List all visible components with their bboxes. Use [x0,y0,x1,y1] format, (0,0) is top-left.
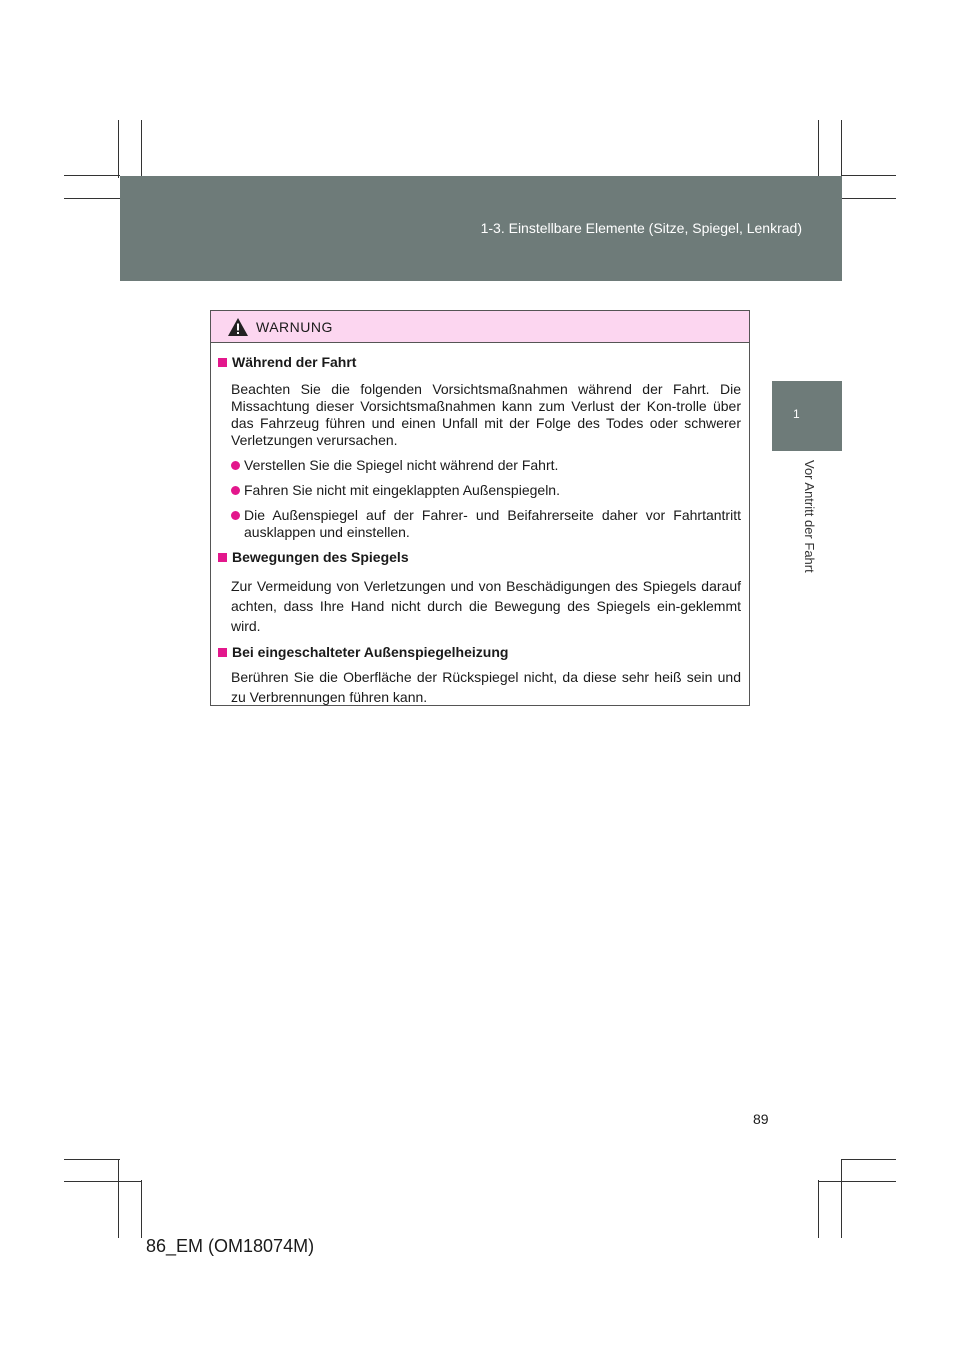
list-item: Verstellen Sie die Spiegel nicht während der Fahrt. [231,457,741,474]
header-band [120,176,842,281]
crop-mark [64,1159,120,1160]
square-bullet-icon [218,648,227,657]
crop-mark [842,198,896,199]
section-heading: Während der Fahrt [216,354,741,371]
crop-mark [141,120,142,178]
crop-mark [841,1160,842,1238]
crop-mark [818,1180,819,1238]
crop-mark [842,175,896,176]
crop-mark [64,1181,142,1182]
section-text: Zur Vermeidung von Verletzungen und von Beschädigungen des Spiegels darauf achten, dass Ihre Hand nicht durch die Bewegung des Spiegels ein-geklemmt wird. [231,578,741,634]
warning-header [211,311,749,343]
crop-mark [118,1160,119,1238]
list-item: Fahren Sie nicht mit eingeklappten Außenspiegeln. [231,482,741,499]
round-bullet-icon [231,461,240,470]
round-bullet-icon [231,486,240,495]
square-bullet-icon [218,553,227,562]
square-bullet-icon [218,358,227,367]
chapter-tab [772,381,842,451]
crop-mark [64,198,120,199]
warning-title: WARNUNG [256,319,333,335]
crop-mark [64,175,120,176]
crop-mark [841,120,842,178]
page-number: 89 [753,1111,769,1127]
warning-box [210,310,750,706]
section-text: Berühren Sie die Oberfläche der Rückspiegel nicht, da diese sehr heiß sein und zu Verbrennungen führen kann. [231,669,741,705]
section-text: Beachten Sie die folgenden Vorsichtsmaßnahmen während der Fahrt. Die Missachtung dieser Vorsichtsmaßnahmen kann zum Verlust der Kon-trolle über das Fahrzeug führen und einen Unfall mit der Folge des Todes oder schwerer Verletzungen verursachen. [231,381,741,448]
crop-mark [818,1181,896,1182]
warning-triangle-icon [227,317,249,337]
section-title: 1-3. Einstellbare Elemente (Sitze, Spiegel, Lenkrad) [480,220,802,236]
crop-mark [141,1180,142,1238]
chapter-label: Vor Antritt der Fahrt [802,460,817,573]
document-code: 86_EM (OM18074M) [146,1236,315,1256]
section-heading: Bei eingeschalteter Außenspiegelheizung [216,644,741,661]
warning-body [211,343,749,707]
crop-mark [841,1159,896,1160]
section-heading: Bewegungen des Spiegels [216,549,741,566]
list-item: Die Außenspiegel auf der Fahrer- und Beifahrerseite daher vor Fahrtantritt ausklappen und einstellen. [231,507,741,541]
round-bullet-icon [231,511,240,520]
crop-mark [118,120,119,178]
crop-mark [818,120,819,178]
chapter-number: 1 [793,407,800,421]
